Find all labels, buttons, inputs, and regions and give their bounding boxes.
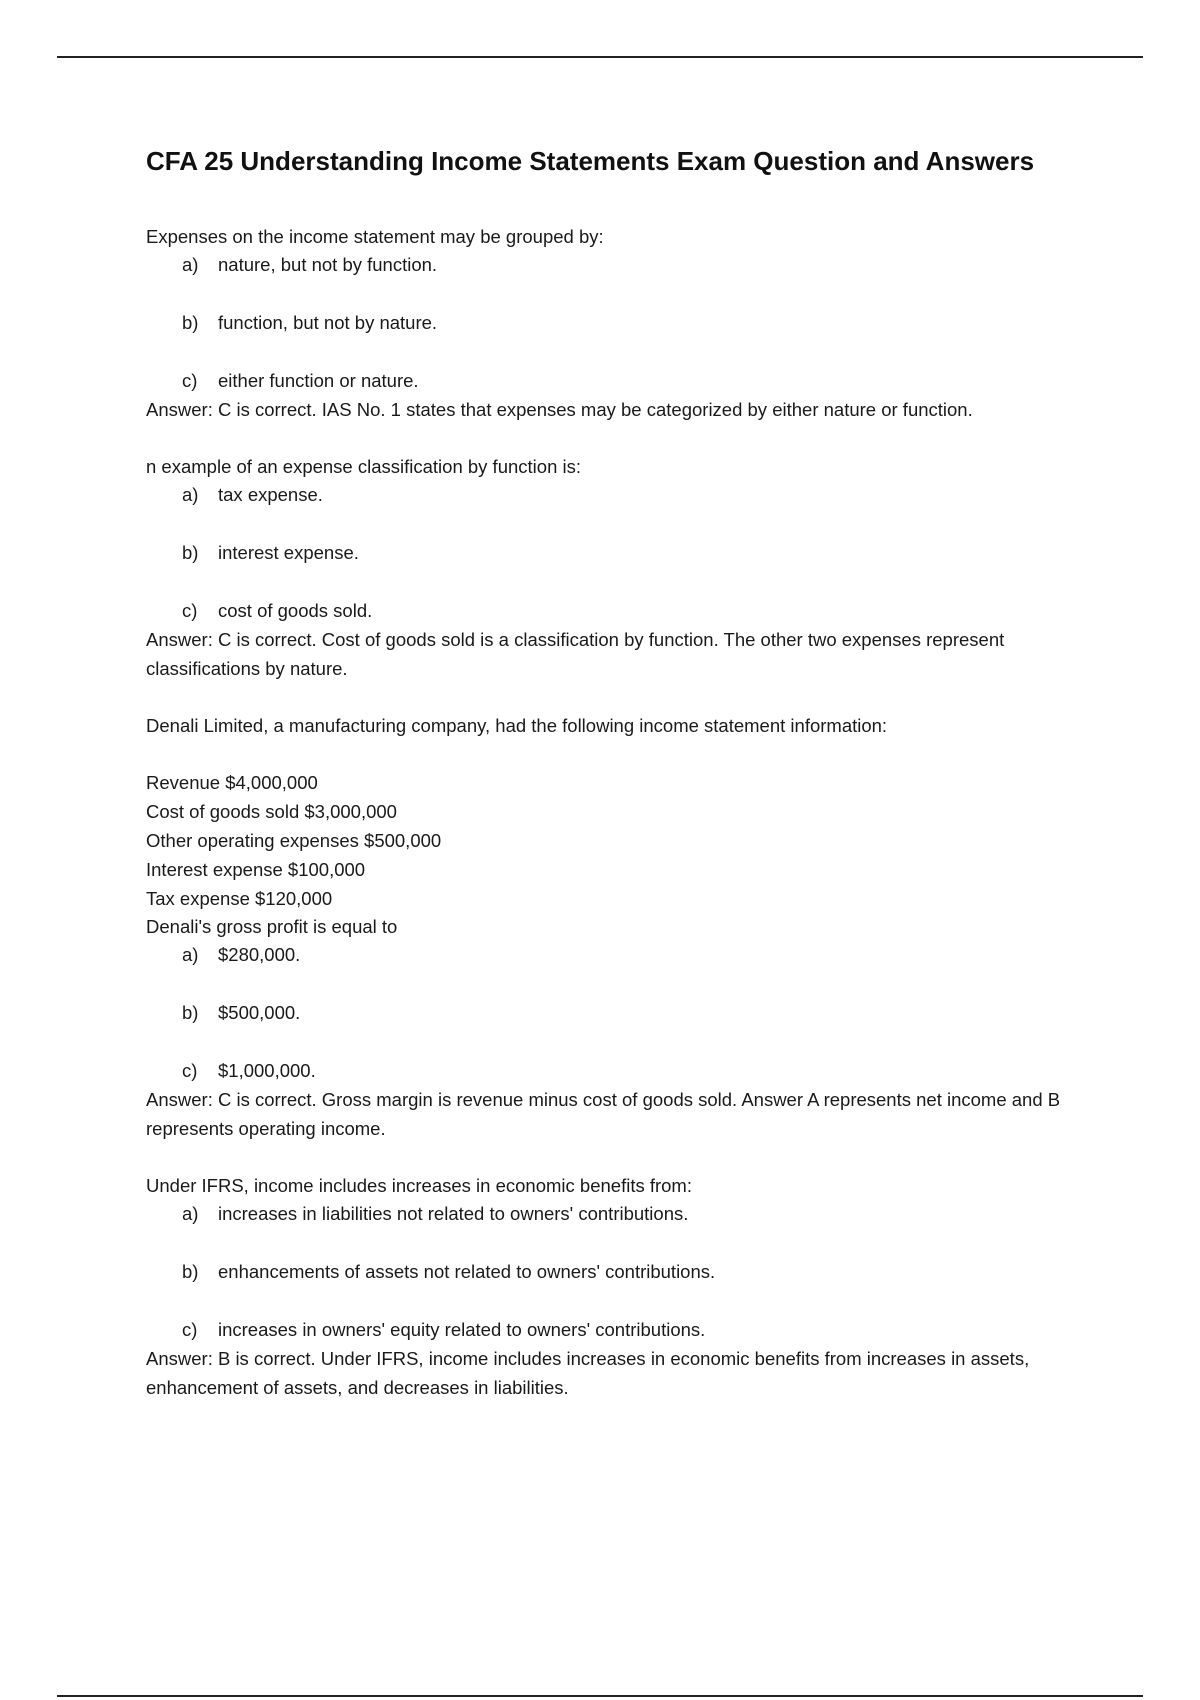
option-text: enhancements of assets not related to owners' contributions. (218, 1261, 716, 1283)
option-c (146, 1057, 1086, 1085)
option-a (146, 251, 1086, 279)
option-text: function, but not by nature. (218, 312, 438, 334)
option-c (146, 1316, 1086, 1344)
option-b (146, 309, 1086, 337)
document-body (146, 146, 1086, 1431)
data-line-interest: Interest expense $100,000 (146, 859, 366, 881)
option-letter: b) (182, 542, 199, 564)
footer-rule (57, 1695, 1143, 1697)
option-text: cost of goods sold. (218, 600, 373, 622)
option-text: increases in owners' equity related to owners' contributions. (218, 1319, 706, 1341)
option-text: $1,000,000. (218, 1060, 316, 1082)
data-line-tax: Tax expense $120,000 (146, 888, 333, 910)
question-4 (146, 1172, 1086, 1402)
answer-text: Answer: C is correct. Cost of goods sold is a classification by function. The other two expenses represent classifications by nature. (146, 629, 1005, 680)
spacer (146, 740, 1086, 768)
option-letter: b) (182, 1002, 199, 1024)
option-letter: a) (182, 254, 199, 276)
option-letter: a) (182, 484, 199, 506)
option-b (146, 1258, 1086, 1286)
option-letter: c) (182, 370, 198, 392)
option-letter: b) (182, 312, 199, 334)
option-text: interest expense. (218, 542, 359, 564)
document-title: CFA 25 Understanding Income Statements Exam Question and Answers (146, 146, 1035, 176)
question-stem: Under IFRS, income includes increases in economic benefits from: (146, 1175, 692, 1197)
header-rule (57, 56, 1143, 58)
option-letter: c) (182, 600, 198, 622)
question-stem: Expenses on the income statement may be grouped by: (146, 226, 604, 248)
option-c (146, 597, 1086, 625)
option-list (146, 251, 1086, 395)
option-c (146, 367, 1086, 395)
option-text: either function or nature. (218, 370, 419, 392)
question-2 (146, 453, 1086, 683)
option-list (146, 1200, 1086, 1344)
option-letter: a) (182, 1203, 199, 1225)
question-3 (146, 712, 1086, 1143)
data-line-cogs: Cost of goods sold $3,000,000 (146, 801, 397, 823)
option-a (146, 481, 1086, 509)
data-line-other-opex: Other operating expenses $500,000 (146, 830, 442, 852)
option-letter: c) (182, 1319, 198, 1341)
option-text: tax expense. (218, 484, 323, 506)
option-text: increases in liabilities not related to owners' contributions. (218, 1203, 689, 1225)
option-list (146, 481, 1086, 625)
option-list (146, 941, 1086, 1085)
option-text: nature, but not by function. (218, 254, 438, 276)
option-text: $500,000. (218, 1002, 301, 1024)
question-intro: Denali Limited, a manufacturing company, had the following income statement information: (146, 715, 888, 737)
question-stem: Denali's gross profit is equal to (146, 916, 398, 938)
answer-text: Answer: B is correct. Under IFRS, income includes increases in economic benefits from increases in assets, enhancement of assets, and decreases in liabilities. (146, 1348, 1030, 1399)
option-a (146, 1200, 1086, 1228)
data-line-revenue: Revenue $4,000,000 (146, 772, 318, 794)
option-letter: a) (182, 944, 199, 966)
answer-text: Answer: C is correct. Gross margin is revenue minus cost of goods sold. Answer A represents net income and B represents operating income. (146, 1089, 1061, 1140)
option-letter: c) (182, 1060, 198, 1082)
question-1 (146, 223, 1086, 424)
question-stem: n example of an expense classification by function is: (146, 456, 581, 478)
option-a (146, 941, 1086, 969)
option-b (146, 539, 1086, 567)
option-letter: b) (182, 1261, 199, 1283)
answer-text: Answer: C is correct. IAS No. 1 states that expenses may be categorized by either nature or function. (146, 399, 973, 421)
option-text: $280,000. (218, 944, 301, 966)
option-b (146, 999, 1086, 1027)
